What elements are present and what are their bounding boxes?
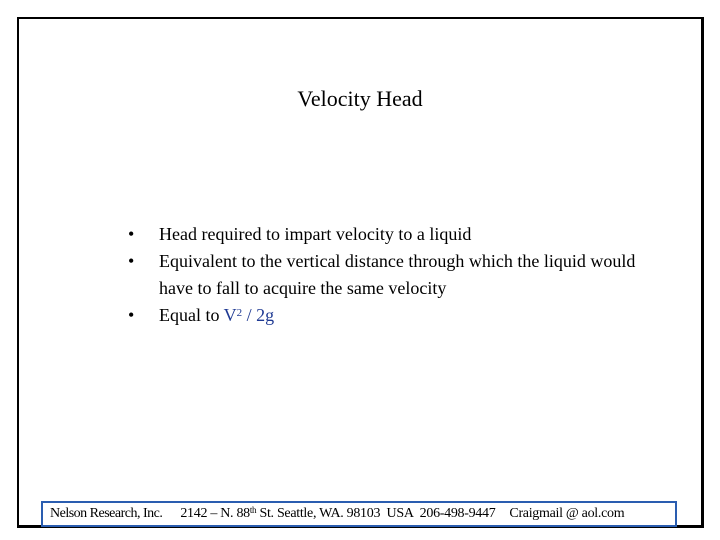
slide-title: Velocity Head: [297, 86, 423, 111]
bullet-item: [128, 248, 668, 302]
footer-address-prefix: 2142 – N. 88: [180, 506, 250, 521]
bullet-list: [128, 221, 668, 329]
footer-address-sup: th: [249, 505, 257, 515]
footer-email: Craigmail @ aol.com: [509, 506, 625, 521]
footer-address: [180, 506, 413, 522]
bullet-item: [128, 302, 668, 329]
formula-base: V: [223, 305, 237, 325]
bullet-text-prefix: Equal to: [159, 305, 224, 325]
footer-company: Nelson Research, Inc.: [50, 506, 163, 521]
formula-rest: / 2g: [242, 305, 275, 325]
bullet-text: Equivalent to the vertical distance through which the liquid would have to fall to acquire the same velocity: [159, 251, 636, 298]
bullet-symbol: •: [128, 224, 135, 244]
footer-phone: 206-498-9447: [419, 506, 496, 521]
velocity-head-formula: [224, 305, 275, 325]
footer-bar: [41, 501, 677, 527]
formula-exponent: 2: [236, 307, 243, 319]
footer-address-rest: St. Seattle, WA. 98103 USA: [256, 506, 414, 521]
bullet-item: [128, 221, 668, 248]
bullet-symbol: •: [128, 251, 135, 271]
bullet-text: Head required to impart velocity to a liquid: [159, 224, 472, 244]
bullet-symbol: •: [128, 305, 135, 325]
